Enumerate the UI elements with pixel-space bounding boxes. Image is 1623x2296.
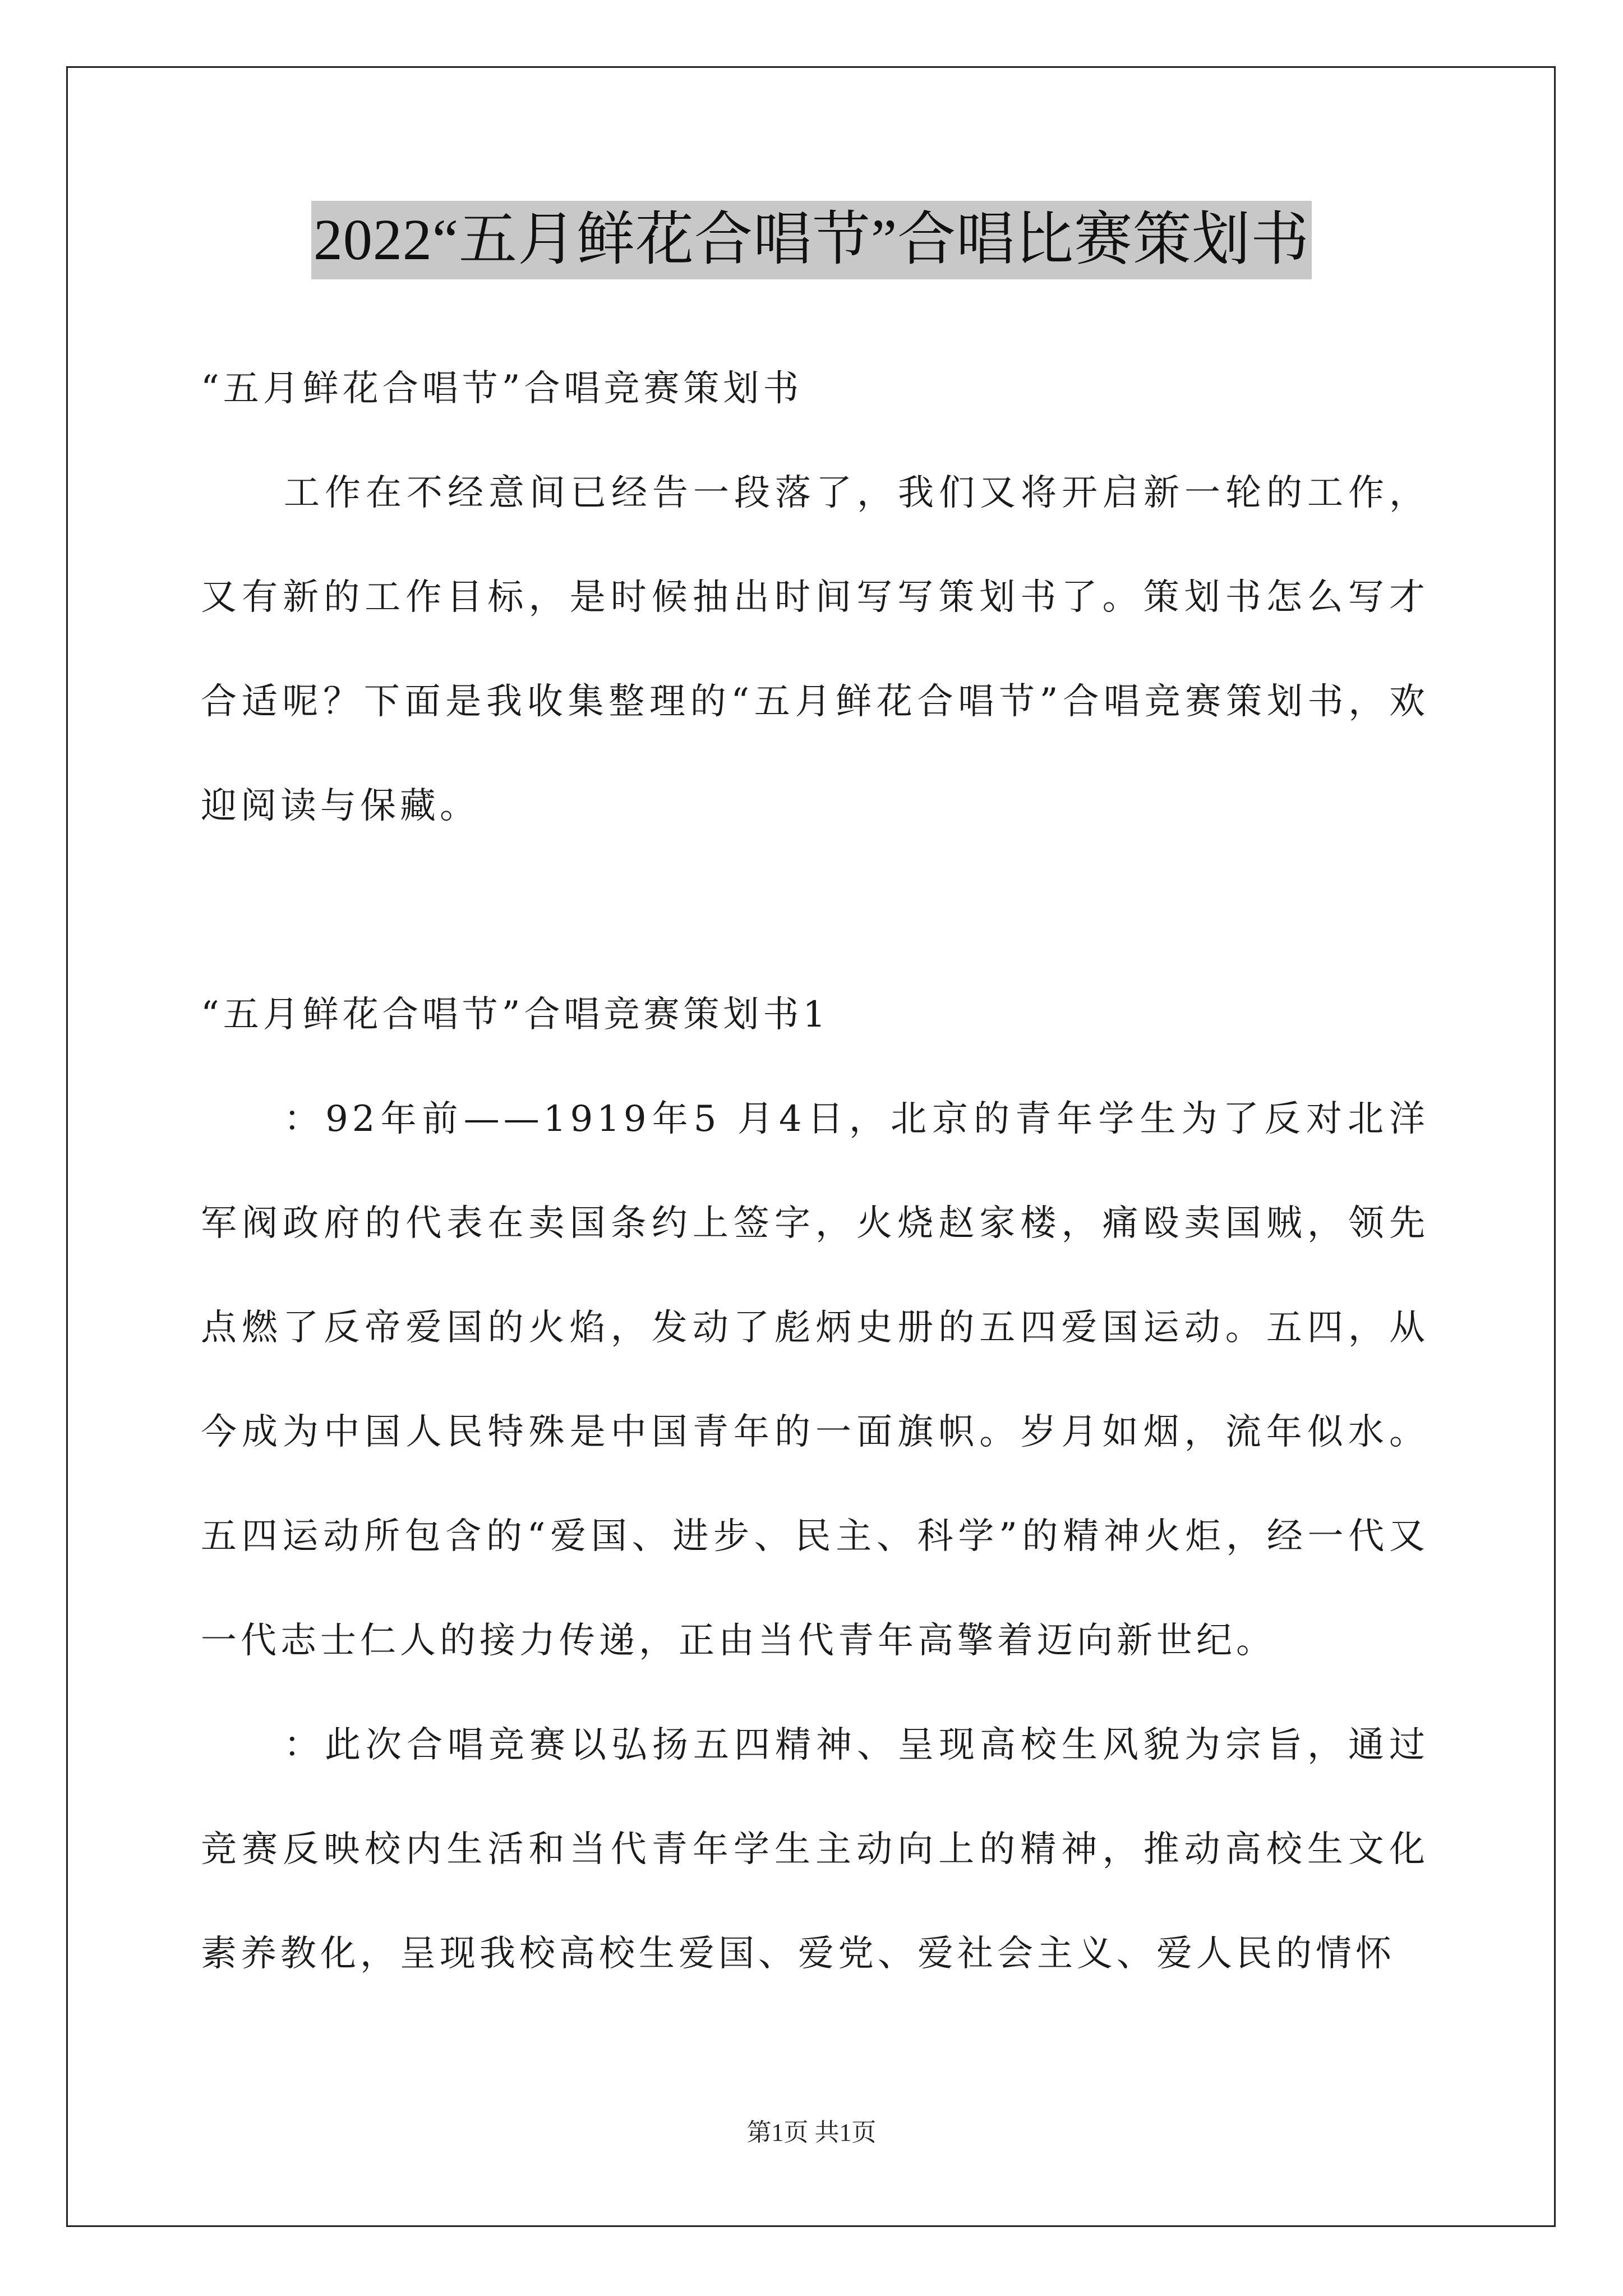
intro-paragraph: 工作在不经意间已经告一段落了，我们又将开启新一轮的工作，又有新的工作目标，是时候抽出时间写写策划书了。策划书怎么写才合适呢？下面是我收集整理的“五月鲜花合唱节”合唱竞赛策划书，欢迎阅读与保藏。 — [201, 472, 1429, 827]
document-body — [201, 337, 1429, 2006]
title-container — [0, 201, 1623, 279]
document-title: 2022“五月鲜花合唱节”合唱比赛策划书 — [311, 201, 1312, 279]
page-footer: 第1页 共1页 — [746, 2119, 877, 2146]
background-paragraph: ：92年前——1919年5 月4日，北京的青年学生为了反对北洋军阀政府的代表在卖国条约上签字，火烧赵家楼，痛殴卖国贼，领先点燃了反帝爱国的火焰，发动了彪炳史册的五四爱国运动。五四，从今成为中国人民特殊是中国青年的一面旗帜。岁月如烟，流年似水。五四运动所包含的“爱国、进步、民主、科学”的精神火炬，经一代又一代志士仁人的接力传递，正由当代青年高擎着迈向新世纪。 — [201, 1098, 1429, 1662]
section-heading-1: “五月鲜花合唱节”合唱竞赛策划书1 — [201, 994, 830, 1036]
section-heading: “五月鲜花合唱节”合唱竞赛策划书 — [201, 368, 803, 409]
spacer — [201, 858, 1429, 963]
purpose-paragraph: ：此次合唱竞赛以弘扬五四精神、呈现高校生风貌为宗旨，通过竞赛反映校内生活和当代青年学生主动向上的精神，推动高校生文化素养教化，呈现我校高校生爱国、爱党、爱社会主义、爱人民的情怀 — [201, 1724, 1429, 1975]
